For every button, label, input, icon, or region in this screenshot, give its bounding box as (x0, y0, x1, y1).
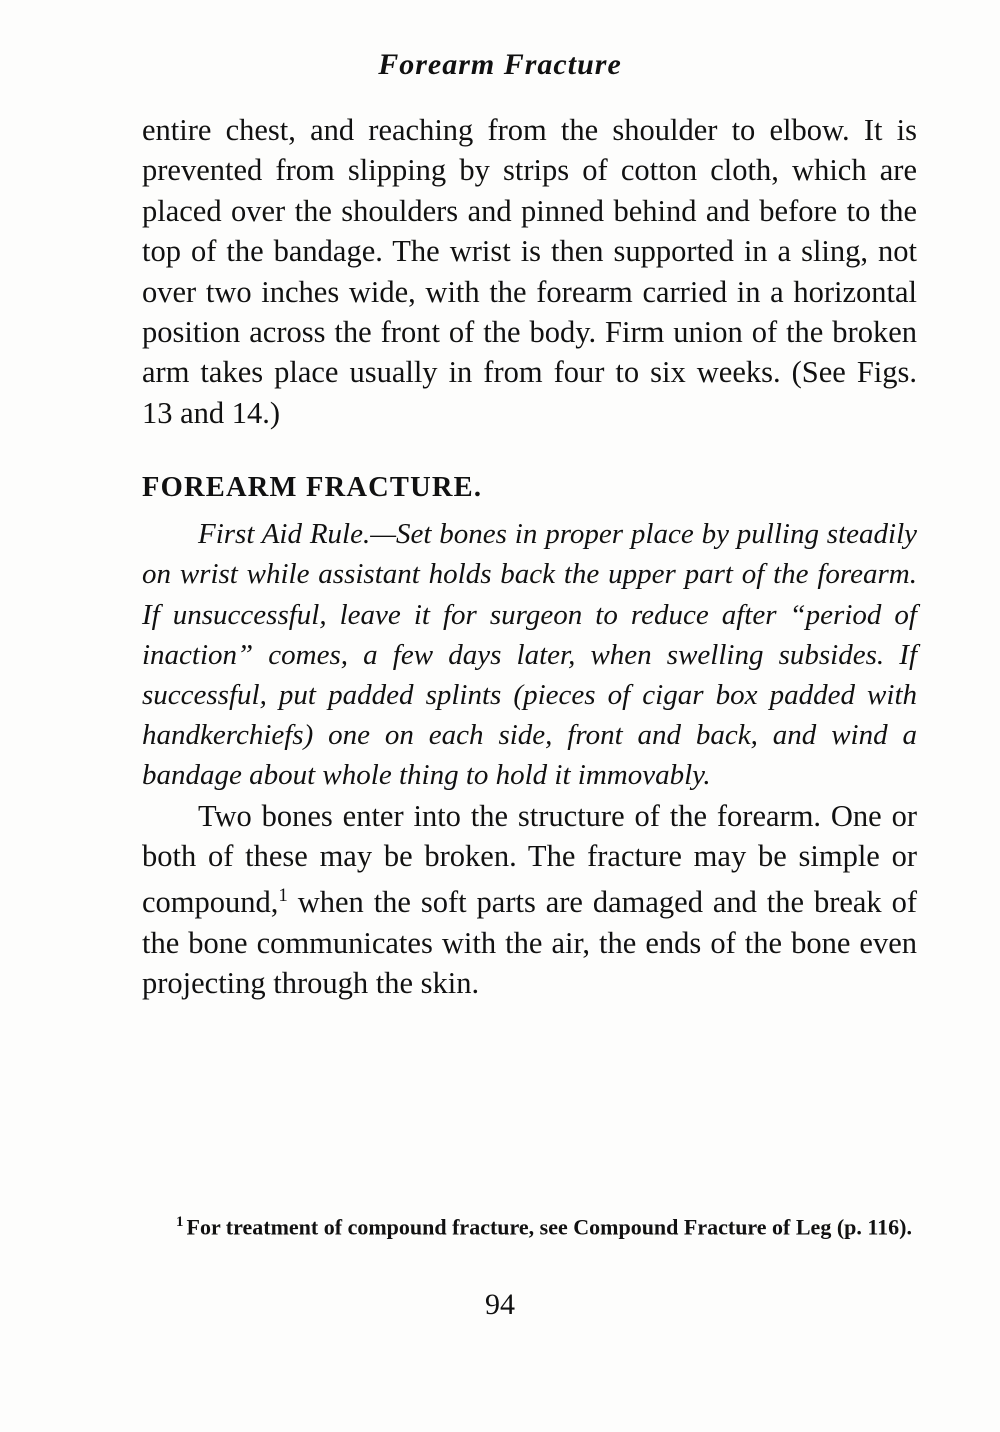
paragraph-two-bones-part2: when the soft parts are damaged and the break of the bone communicates with the air, the ends of the bone even projecting through the skin. (142, 885, 917, 1001)
footnote-text: For treatment of compound fracture, see Compound Fracture of Leg (p. 116). (186, 1214, 912, 1240)
running-head: Forearm Fracture (378, 48, 622, 81)
first-aid-rule-text: Set bones in proper place by pulling steadily on wrist while assistant holds back the upper part of the forearm. If unsuccessful, leave it for surgeon to reduce after “period of inaction” comes, a few days later, when swelling subsides. If successful, put padded splints (pieces of cigar box padded with handkerchiefs) one on each side, front and back, and wind a bandage about whole thing to hold it immovably. (142, 518, 918, 792)
section-heading: FOREARM FRACTURE. (142, 472, 483, 504)
first-aid-rule-paragraph (142, 514, 917, 795)
paragraph-two-bones-part1: Two bones enter into the structure of the forearm. One or both of these may be broken. The fracture may be simple or compound, (142, 798, 917, 920)
footnote (142, 1206, 917, 1243)
page-content (142, 110, 917, 1004)
paragraph-continuation: entire chest, and reaching from the shoulder to elbow. It is prevented from slipping by strips of cotton cloth, which are placed over the shoulders and pinned behind and before to the top of the bandage. The wrist is then supported in a sling, not over two inches wide, with the forearm carried in a horizontal position across the front of the body. Firm union of the broken arm takes place usually in from four to six weeks. (See Figs. 13 and 14.) (142, 113, 917, 430)
paragraph-two-bones (142, 796, 917, 1004)
footnote-block (142, 1206, 917, 1243)
first-aid-rule-label: First Aid Rule.— (198, 518, 397, 551)
footnote-marker: 1 (176, 1214, 184, 1230)
page-number: 94 (485, 1288, 515, 1321)
footnote-reference-marker: 1 (278, 885, 288, 907)
